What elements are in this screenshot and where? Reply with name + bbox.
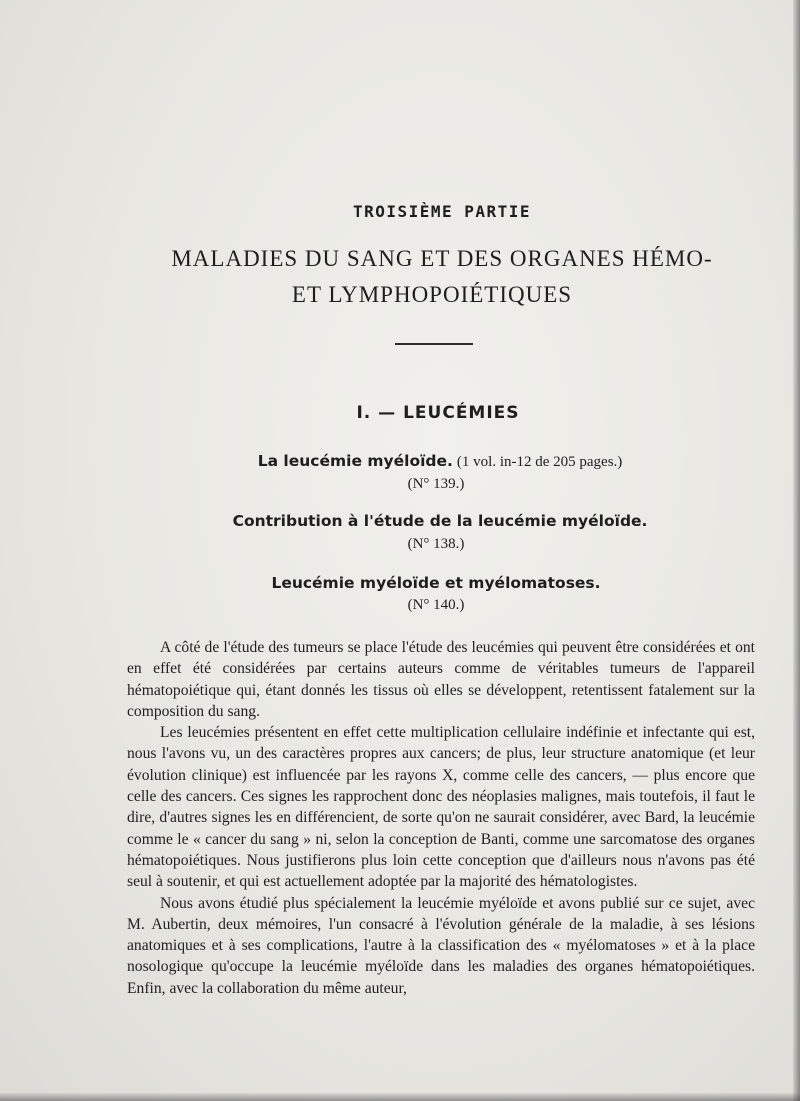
entry-1-number: (N° 139.) — [407, 476, 465, 492]
entry-1-title: La leucémie myéloïde. — [257, 452, 453, 470]
paragraph-3: Nous avons étudié plus spécialement la leucémie myéloïde et avons publié sur ce sujet, avec M. Aubertin, deux mémoires, l'un consacré à l'évolution générale de la maladie, à ses lésions anatomiques et à ses complications, l'autre à la classification des « myélomatoses » et à la place nosologique qu'occupe la leucémie myéloïde dans les maladies des organes hématopoiétiques. Enfin, avec la collaboration du même auteur, — [127, 894, 755, 997]
entry-1 — [40, 452, 800, 471]
page-edge-shadow-bottom — [0, 1093, 800, 1101]
entry-2-title: Contribution à l'étude de la leucémie myéloïde. — [232, 512, 648, 530]
paragraph-2: Les leucémies présentent en effet cette multiplication cellulaire indéfinie et infectante qui est, nous l'avons vu, un des caractères propres aux cancers; de plus, leur structure anatomique (et leur évolution clinique) est influencée par les rayons X, comme celle des cancers, — plus encore que celle des cancers. Ces signes les rapprochent donc des néoplasies malignes, mais toutefois, il faut le dire, d'autres signes les en différencient, de sorte qu'on ne saurait considérer, avec Bard, la leucémie comme le « cancer du sang » ni, selon la conception de Banti, comme une sarcomatose des organes hématopoiétiques. Nous justifierons plus loin cette conception que d'ailleurs nous n'avons pas été seul à soutenir, et qui est actuellement adoptée par la majorité des hématologistes. — [127, 724, 755, 891]
entry-3-number: (N° 140.) — [407, 597, 465, 613]
paragraph-1: A côté de l'étude des tumeurs se place l'étude des leucémies qui peuvent être considérées et ont en effet été considérées par certains auteurs comme de véritables tumeurs de l'appareil hématopoiétique qui, étant donnés les tissus où elles se développent, retentissent fatalement sur la composition du sang. — [127, 639, 755, 720]
entry-2-number: (N° 138.) — [407, 536, 465, 552]
body-text — [127, 637, 755, 999]
entry-3-title: Leucémie myéloïde et myélomatoses. — [271, 574, 601, 592]
entry-2 — [40, 512, 800, 531]
title-divider — [395, 343, 473, 345]
page-edge-shadow-right — [793, 0, 800, 1101]
entry-1-meta: (1 vol. in-12 de 205 pages.) — [456, 454, 623, 470]
main-title-line-1: MALADIES DU SANG ET DES ORGANES HÉMO- — [171, 246, 713, 271]
entry-3 — [36, 574, 800, 593]
main-title-line-2: ET LYMPHOPOIÉTIQUES — [291, 282, 573, 307]
section-title: I. — LEUCÉMIES — [356, 403, 520, 423]
part-label: TROISIÈME PARTIE — [352, 202, 532, 221]
